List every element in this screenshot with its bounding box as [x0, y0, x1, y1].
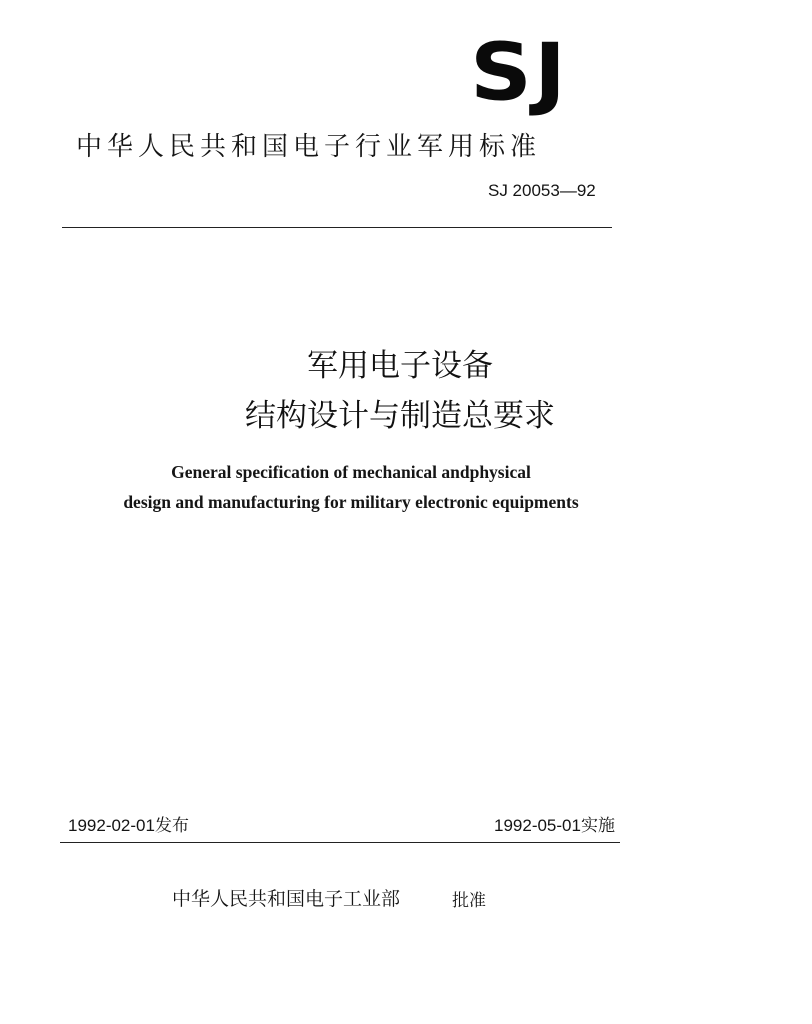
effective-label: 实施 [580, 816, 615, 836]
standard-category: 中华人民共和国电子行业军用标准 [76, 132, 542, 162]
title-en-line2: design and manufacturing for military electronic equipments [123, 492, 579, 512]
header-divider [62, 227, 612, 228]
issue-date-block [68, 811, 189, 836]
footer-divider [60, 842, 620, 843]
standard-code: SJ 20053—92 [488, 181, 596, 200]
sj-logo: SJ [470, 26, 568, 119]
title-cn-line2: 结构设计与制造总要求 [245, 398, 555, 434]
issue-label: 发布 [154, 816, 189, 836]
issue-date: 1992-02-01 [68, 816, 155, 835]
effective-date: 1992-05-01 [494, 816, 581, 835]
effective-date-block [494, 811, 615, 836]
title-en-line1: General specification of mechanical andphysical [171, 462, 531, 482]
approval-label: 批准 [452, 891, 486, 911]
approving-authority: 中华人民共和国电子工业部 [172, 888, 401, 910]
title-cn-line1: 军用电子设备 [307, 348, 493, 384]
